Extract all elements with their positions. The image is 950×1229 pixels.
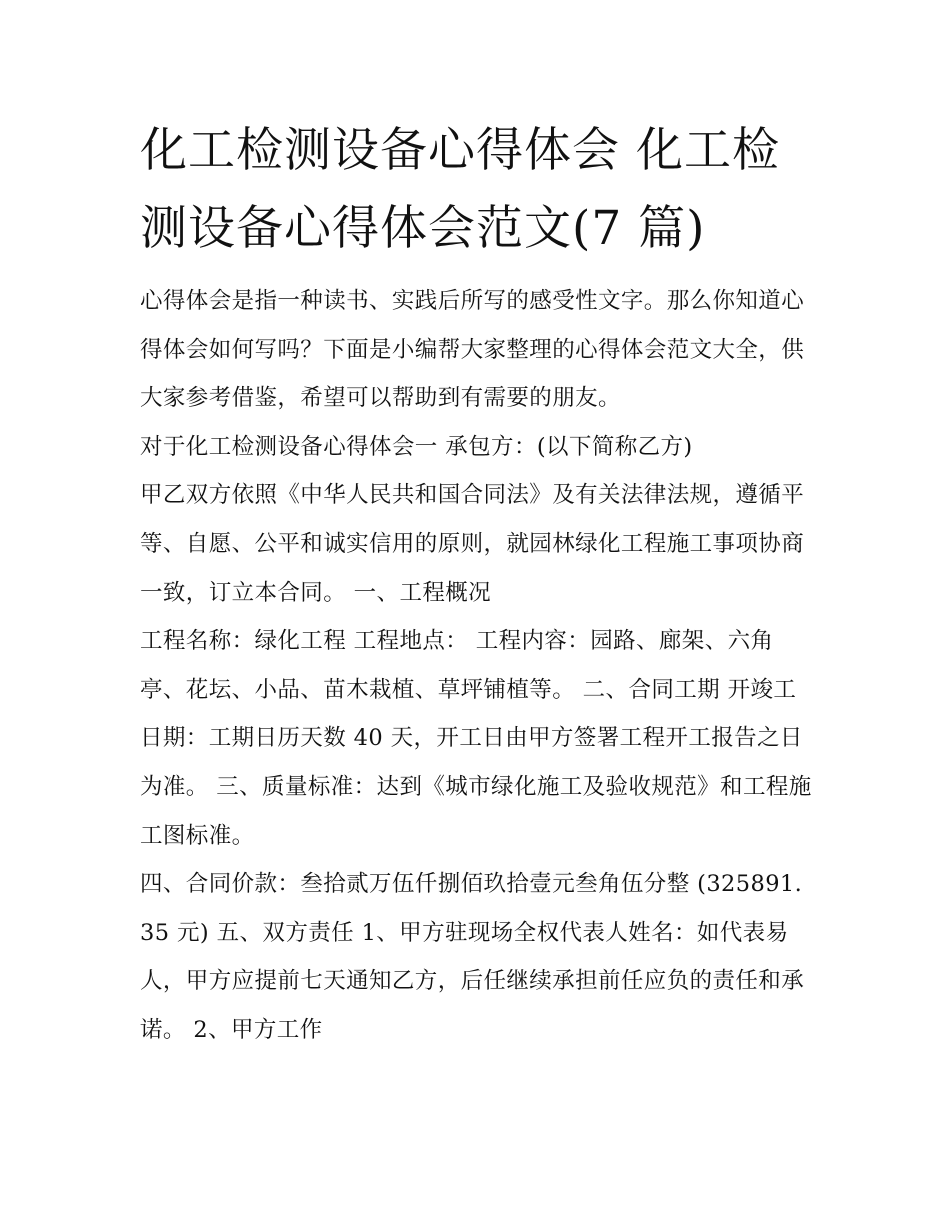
paragraph-project-details: 工程名称：绿化工程 工程地点： 工程内容：园路、廊架、六角亭、花坛、小品、苗木栽植、草坪铺植等。 二、合同工期 开竣工日期：工期日历天数 40 天，开工日由甲方签署工程开工报告之日为准。 三、质量标准：达到《城市绿化施工及验收规范》和工程施工图标准。 [140, 628, 812, 849]
document-body [140, 277, 812, 1055]
paragraph-section-one-heading: 对于化工检测设备心得体会一 承包方：(以下简称乙方) [140, 433, 693, 460]
document-title: 化工检测设备心得体会 化工检测设备心得体会范文(7 篇) [140, 123, 780, 256]
paragraph-intro: 心得体会是指一种读书、实践后所写的感受性文字。那么你知道心得体会如何写吗？下面是小编帮大家整理的心得体会范文大全，供大家参考借鉴，希望可以帮助到有需要的朋友。 [140, 288, 805, 412]
paragraph-contract-basis: 甲乙双方依照《中华人民共和国合同法》及有关法律法规，遵循平等、自愿、公平和诚实信用的原则，就园林绿化工程施工事项协商一致，订立本合同。 一、工程概况 [140, 482, 805, 606]
paragraph-contract-price: 四、合同价款：叁拾贰万伍仟捌佰玖拾壹元叁角伍分整 (325891.35 元) 五、双方责任 1、甲方驻现场全权代表人姓名：如代表易人，甲方应提前七天通知乙方，后任继续承担前任应负的责任和承诺。 2、甲方工作 [140, 871, 805, 1043]
